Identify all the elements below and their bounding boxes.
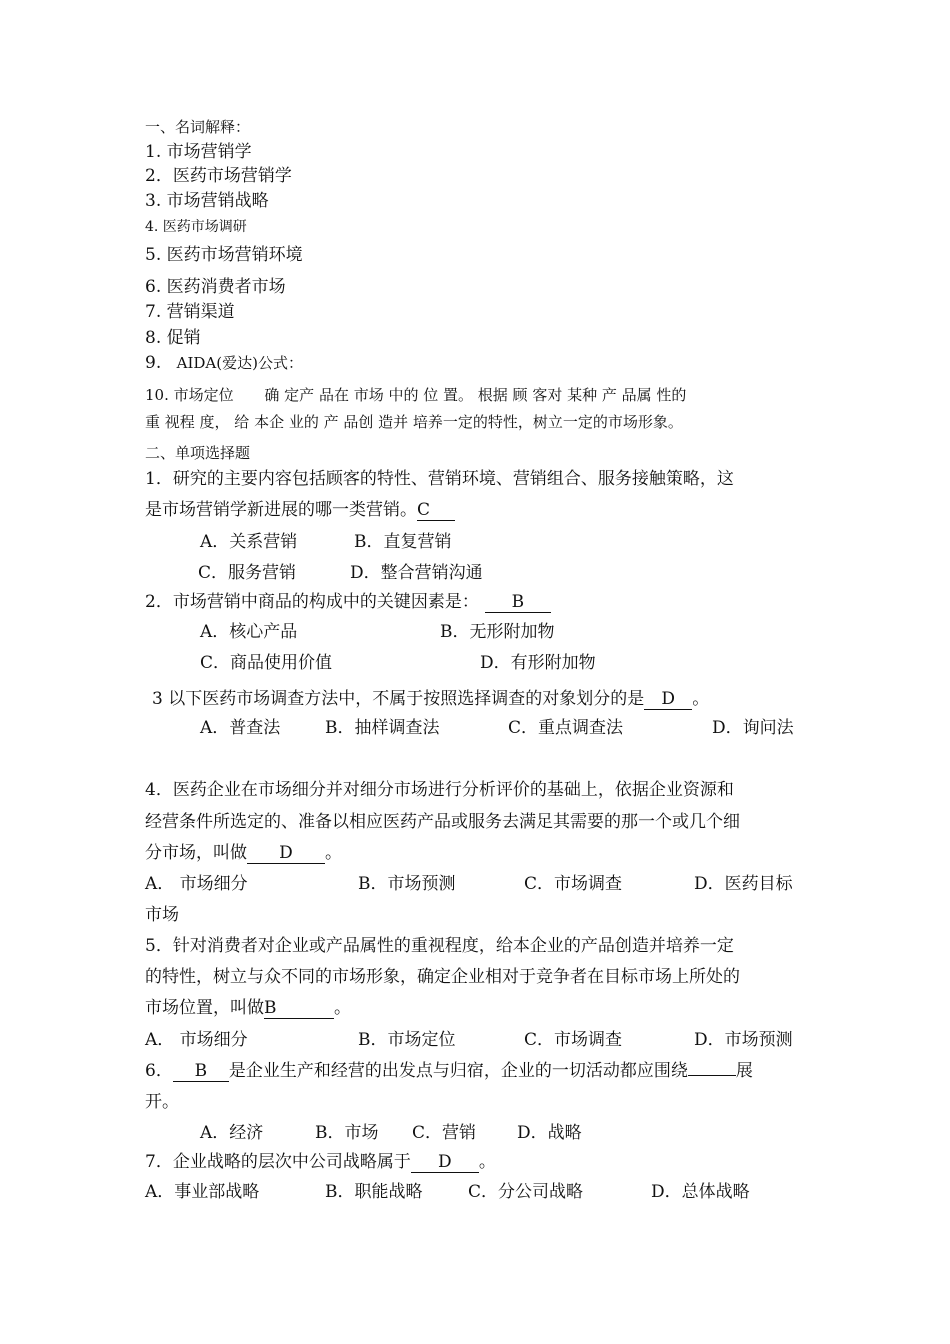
q1-option-d: D．整合营销沟通 — [350, 563, 483, 583]
term-10-label: 10. 市场定位 — [145, 386, 234, 404]
q2-option-a: A．核心产品 — [200, 622, 298, 642]
q5-line3 — [145, 997, 351, 1019]
q5-option-a: A． 市场细分 — [145, 1030, 248, 1050]
q1-option-b: B．直复营销 — [354, 532, 452, 552]
q4-option-a: A． 市场细分 — [145, 874, 248, 894]
q3-stem: 3 以下医药市场调查方法中，不属于按照选择调查的对象划分的是 — [152, 689, 645, 709]
q3-option-d: D．询问法 — [712, 718, 794, 738]
term-9 — [145, 352, 303, 374]
q1-answer-blank: C — [417, 500, 455, 521]
q6-line2: 开。 — [145, 1092, 179, 1112]
q5-line1: 5．针对消费者对企业或产品属性的重视程度，给本企业的产品创造并培养一定 — [145, 936, 734, 956]
q2-option-d: D．有形附加物 — [480, 653, 596, 673]
q1-stem-end: 是市场营销学新进展的哪一类营销。 — [145, 500, 417, 520]
q7-option-d: D．总体战略 — [651, 1182, 750, 1202]
q4-option-d: D．医药目标 — [694, 874, 793, 894]
term-10-definition-line2: 重 视程 度， 给 本企 业的 产 品创 造并 培养一定的特性，树立一定的市场形象。 — [145, 413, 683, 431]
q7-answer-blank: D — [411, 1152, 479, 1173]
q2-option-c: C．商品使用价值 — [200, 653, 333, 673]
q7-stem: 7．企业战略的层次中公司战略属于 — [145, 1152, 411, 1172]
q4-line2: 经营条件所选定的、准备以相应医药产品或服务去满足其需要的那一个或几个细 — [145, 812, 740, 832]
q4-option-d-wrap: 市场 — [145, 905, 179, 925]
q2-stem: 2．市场营销中商品的构成中的关键因素是： — [145, 592, 479, 612]
term-10 — [145, 384, 686, 406]
q6-answer-blank: B — [173, 1061, 229, 1082]
q1-line1: 1．研究的主要内容包括顾客的特性、营销环境、营销组合、服务接触策略，这 — [145, 469, 734, 489]
term-10-definition-line1: 确 定产 品在 市场 中的 位 置。 根据 顾 客对 某种 产 品属 性的 — [264, 386, 687, 404]
q5-answer-blank: B — [264, 998, 334, 1019]
q3-answer-blank: D — [644, 689, 692, 710]
q6-option-a: A．经济 — [200, 1123, 264, 1143]
q4-stem-end: 分市场，叫做 — [145, 843, 247, 863]
q6-number: 6． — [145, 1061, 173, 1081]
q3-end: 。 — [692, 689, 710, 709]
q3-line1 — [152, 688, 709, 710]
term-7: 7. 营销渠道 — [145, 302, 235, 322]
term-3: 3. 市场营销战略 — [145, 191, 269, 211]
q5-option-d: D．市场预测 — [694, 1030, 793, 1050]
q7-line1 — [145, 1151, 496, 1173]
term-5: 5. 医药市场营销环境 — [145, 245, 303, 265]
q3-option-c: C．重点调查法 — [508, 718, 624, 738]
q6-line1 — [145, 1060, 753, 1082]
term-1: 1. 市场营销学 — [145, 142, 252, 162]
q6-end: 展 — [735, 1061, 753, 1081]
q6-stem: 是企业生产和经营的出发点与归宿，企业的一切活动都应围绕 — [228, 1061, 688, 1081]
q2-answer-blank: B — [485, 592, 551, 613]
term-4: 4. 医药市场调研 — [145, 219, 247, 235]
q5-option-c: C．市场调查 — [524, 1030, 623, 1050]
q6-option-c: C．营销 — [412, 1123, 477, 1143]
term-9-text: AIDA(爱达)公式： — [176, 354, 303, 372]
q1-line2 — [145, 499, 455, 521]
term-6: 6. 医药消费者市场 — [145, 277, 286, 297]
section-heading-definitions: 一、名词解释： — [145, 118, 251, 136]
q7-option-c: C．分公司战略 — [468, 1182, 584, 1202]
q7-option-b: B．职能战略 — [325, 1182, 423, 1202]
q5-line2: 的特性，树立与众不同的市场形象，确定企业相对于竞争者在目标市场上所处的 — [145, 967, 740, 987]
q4-option-c: C．市场调查 — [524, 874, 623, 894]
term-8: 8. 促销 — [145, 328, 201, 348]
q2-line1 — [145, 591, 551, 613]
q5-option-b: B．市场定位 — [358, 1030, 456, 1050]
q4-line3 — [145, 842, 342, 864]
q4-line1: 4．医药企业在市场细分并对细分市场进行分析评价的基础上，依据企业资源和 — [145, 780, 734, 800]
q4-option-b: B．市场预测 — [358, 874, 456, 894]
q4-answer-blank: D — [247, 843, 325, 864]
q6-second-blank — [688, 1075, 736, 1076]
term-2: 2．医药市场营销学 — [145, 166, 292, 186]
q1-option-c: C．服务营销 — [198, 563, 297, 583]
q5-stem-end: 市场位置，叫做 — [145, 998, 264, 1018]
q5-end: 。 — [334, 998, 351, 1018]
q3-option-a: A．普查法 — [200, 718, 281, 738]
q1-option-a: A．关系营销 — [200, 532, 298, 552]
q3-option-b: B．抽样调查法 — [325, 718, 440, 738]
q2-option-b: B．无形附加物 — [440, 622, 555, 642]
q7-option-a: A．事业部战略 — [145, 1182, 260, 1202]
section-heading-single-choice: 二、单项选择题 — [145, 444, 251, 462]
q4-end: 。 — [325, 843, 342, 863]
q7-end: 。 — [478, 1152, 496, 1172]
term-9-number: 9. — [145, 353, 162, 373]
q6-option-b: B．市场 — [315, 1123, 379, 1143]
q6-option-d: D．战略 — [517, 1123, 582, 1143]
